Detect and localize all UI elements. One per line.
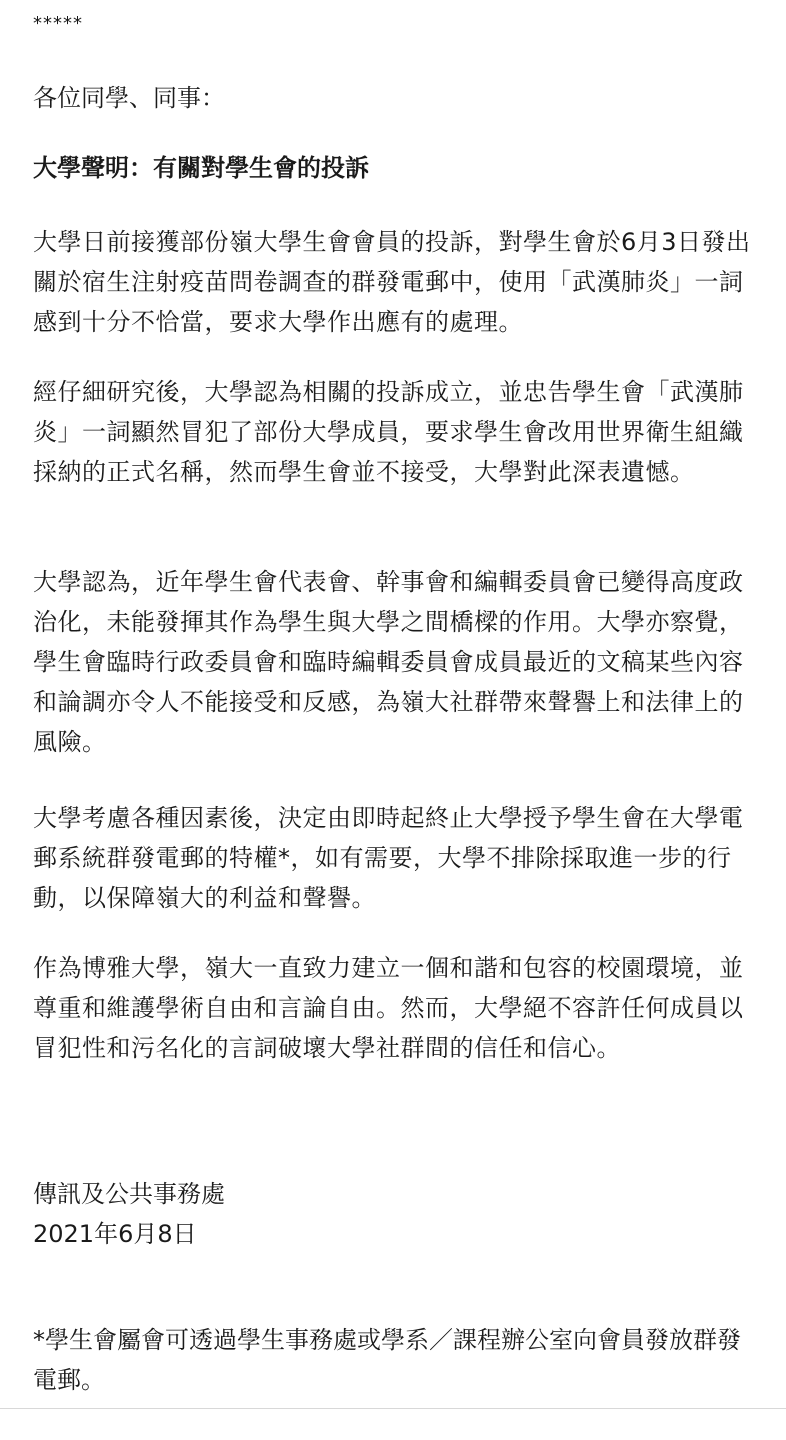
paragraph-values: 作為博雅大學，嶺大一直致力建立一個和諧和包容的校園環境，並尊重和維護學術自由和言論自由。然而，大學絕不容許任何成員以冒犯性和污名化的言詞破壞大學社群間的信任和信心。 (33, 954, 744, 1062)
footnote: *學生會屬會可透過學生事務處或學系／課程辦公室向會員發放群發電郵。 (33, 1326, 741, 1394)
bottom-divider (0, 1408, 786, 1409)
statement-title: 大學聲明：有關對學生會的投訴 (33, 154, 369, 182)
greeting: 各位同學、同事： (33, 84, 225, 112)
statement-date: 2021年6月8日 (33, 1220, 197, 1248)
paragraph-politicization: 大學認為，近年學生會代表會、幹事會和編輯委員會已變得高度政治化，未能發揮其作為學生與大學之間橋樑的作用。大學亦察覺，學生會臨時行政委員會和臨時編輯委員會成員最近的文稿某些內容和論調亦令人不能接受和反感，為嶺大社群帶來聲譽上和法律上的風險。 (33, 568, 744, 756)
redacted-header: ***** (33, 13, 83, 34)
paragraph-decision: 大學考慮各種因素後，決定由即時起終止大學授予學生會在大學電郵系統群發電郵的特權*，如有需要，大學不排除採取進一步的行動，以保障嶺大的利益和聲譽。 (33, 804, 744, 912)
paragraph-complaint: 大學日前接獲部份嶺大學生會會員的投訴，對學生會於6月3日發出關於宿生注射疫苗問卷調查的群發電郵中，使用「武漢肺炎」一詞感到十分不恰當，要求大學作出應有的處理。 (33, 228, 751, 336)
paragraph-finding: 經仔細研究後，大學認為相關的投訴成立，並忠告學生會「武漢肺炎」一詞顯然冒犯了部份大學成員，要求學生會改用世界衛生組織採納的正式名稱，然而學生會並不接受，大學對此深表遺憾。 (33, 378, 744, 486)
signature-office: 傳訊及公共事務處 (33, 1180, 225, 1208)
